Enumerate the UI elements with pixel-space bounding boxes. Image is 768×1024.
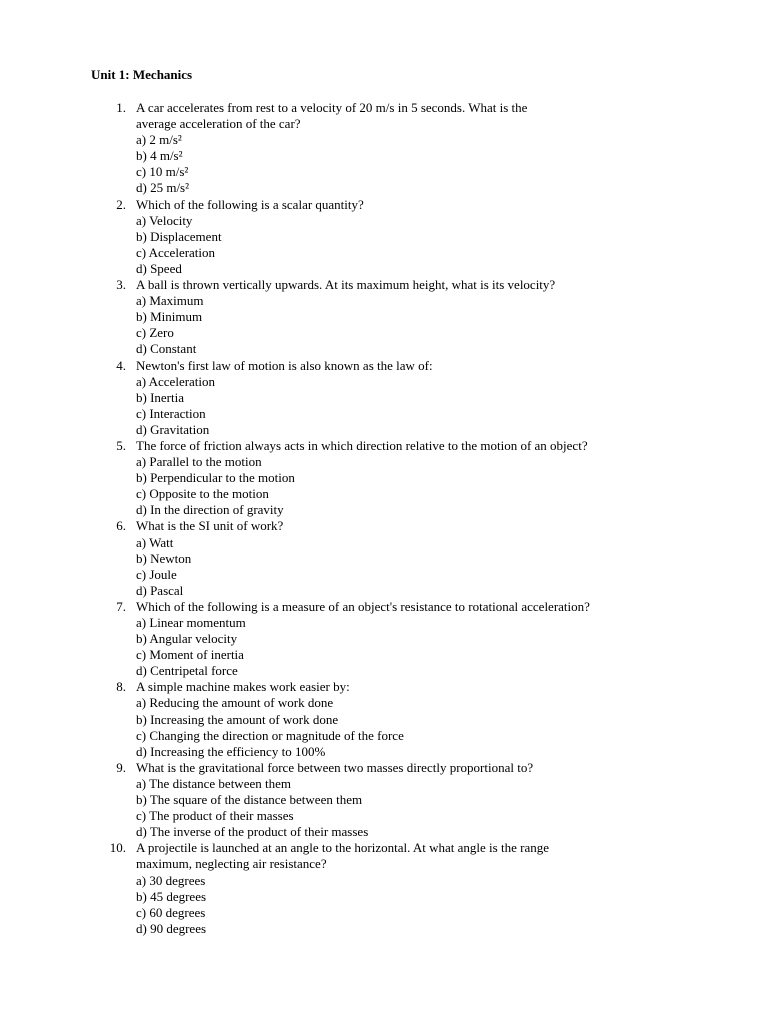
question-text: A simple machine makes work easier by: [136,679,350,695]
question-number: 1. [116,100,126,115]
question-item [0,760,768,840]
answer-option: d) Pascal [136,582,184,598]
question-item [0,197,768,277]
question-item [0,679,768,759]
question-body [136,599,768,679]
answer-option: d) 90 degrees [136,920,207,936]
answer-option: a) 30 degrees [136,872,206,888]
question-body [136,358,768,438]
question-body [136,840,768,937]
answer-option: c) Acceleration [136,244,216,260]
answer-option: b) 4 m/s² [136,148,183,164]
answer-option: c) 10 m/s² [136,164,189,180]
answer-option: c) Changing the direction or magnitude of the force [136,727,404,743]
answer-option: b) Increasing the amount of work done [136,711,339,727]
question-text: What is the gravitational force between two masses directly proportional to? [136,759,534,775]
answer-option: a) Parallel to the motion [136,454,262,470]
question-number: 4. [116,357,126,373]
document-title: Unit 1: Mechanics [91,67,193,82]
answer-option: a) Maximum [136,293,204,309]
answer-option: c) Moment of inertia [136,647,244,663]
answer-option: d) Constant [136,341,197,357]
question-list [0,100,768,937]
answer-option: c) Interaction [136,405,206,421]
answer-option: d) Gravitation [136,421,210,437]
answer-option: b) Newton [136,550,192,566]
question-body [136,438,768,518]
answer-option: d) In the direction of gravity [136,502,284,518]
answer-option: b) The square of the distance between them [136,792,363,808]
question-text: A projectile is launched at an angle to the horizontal. At what angle is the range maximum, neglecting air resistance? [136,840,549,872]
answer-option: b) Displacement [136,228,222,244]
answer-option: a) Linear momentum [136,615,246,630]
question-item [0,438,768,518]
answer-option: a) Velocity [136,212,193,228]
answer-option: c) The product of their masses [136,808,294,824]
question-text: Newton's first law of motion is also known as the law of: [136,357,433,373]
answer-option: a) Acceleration [136,373,216,389]
question-body [136,518,768,598]
question-item [0,100,768,197]
answer-option: a) Reducing the amount of work done [136,695,334,711]
answer-option: d) 25 m/s² [136,180,190,196]
question-number: 3. [116,277,126,293]
question-text: Which of the following is a measure of an object's resistance to rotational acceleration? [136,598,590,614]
answer-option: c) Zero [136,325,174,341]
answer-option: a) 2 m/s² [136,132,182,148]
answer-option: b) Angular velocity [136,631,238,647]
question-number: 9. [116,759,126,775]
answer-option: b) Minimum [136,309,203,325]
answer-option: d) The inverse of the product of their masses [136,824,369,840]
answer-option: c) Joule [136,566,177,582]
question-number: 7. [116,598,126,614]
question-number: 6. [116,518,126,534]
question-item [0,518,768,598]
answer-option: a) Watt [136,534,174,550]
question-item [0,358,768,438]
question-number: 5. [116,437,126,453]
question-text: A car accelerates from rest to a velocity of 20 m/s in 5 seconds. What is the average acceleration of the car? [136,100,528,132]
answer-option: a) The distance between them [136,775,291,791]
answer-option: d) Speed [136,260,182,276]
question-text: A ball is thrown vertically upwards. At its maximum height, what is its velocity? [136,277,556,293]
question-number: 8. [116,679,126,695]
question-text: What is the SI unit of work? [136,518,284,534]
answer-option: c) 60 degrees [136,904,206,920]
answer-option: d) Increasing the efficiency to 100% [136,743,326,759]
answer-option: c) Opposite to the motion [136,486,269,502]
question-item [0,840,768,937]
question-body [136,277,768,357]
answer-option: d) Centripetal force [136,663,238,679]
question-body [136,760,768,840]
question-text: Which of the following is a scalar quantity? [136,196,364,212]
answer-option: b) 45 degrees [136,888,207,904]
answer-option: b) Perpendicular to the motion [136,470,295,486]
question-number: 2. [116,196,126,212]
question-item [0,599,768,679]
question-number: 10. [109,840,126,856]
question-item [0,277,768,357]
question-body [136,100,768,197]
answer-option: b) Inertia [136,389,185,405]
question-text: The force of friction always acts in which direction relative to the motion of an object? [136,437,588,453]
question-body [136,679,768,759]
question-body [136,197,768,277]
